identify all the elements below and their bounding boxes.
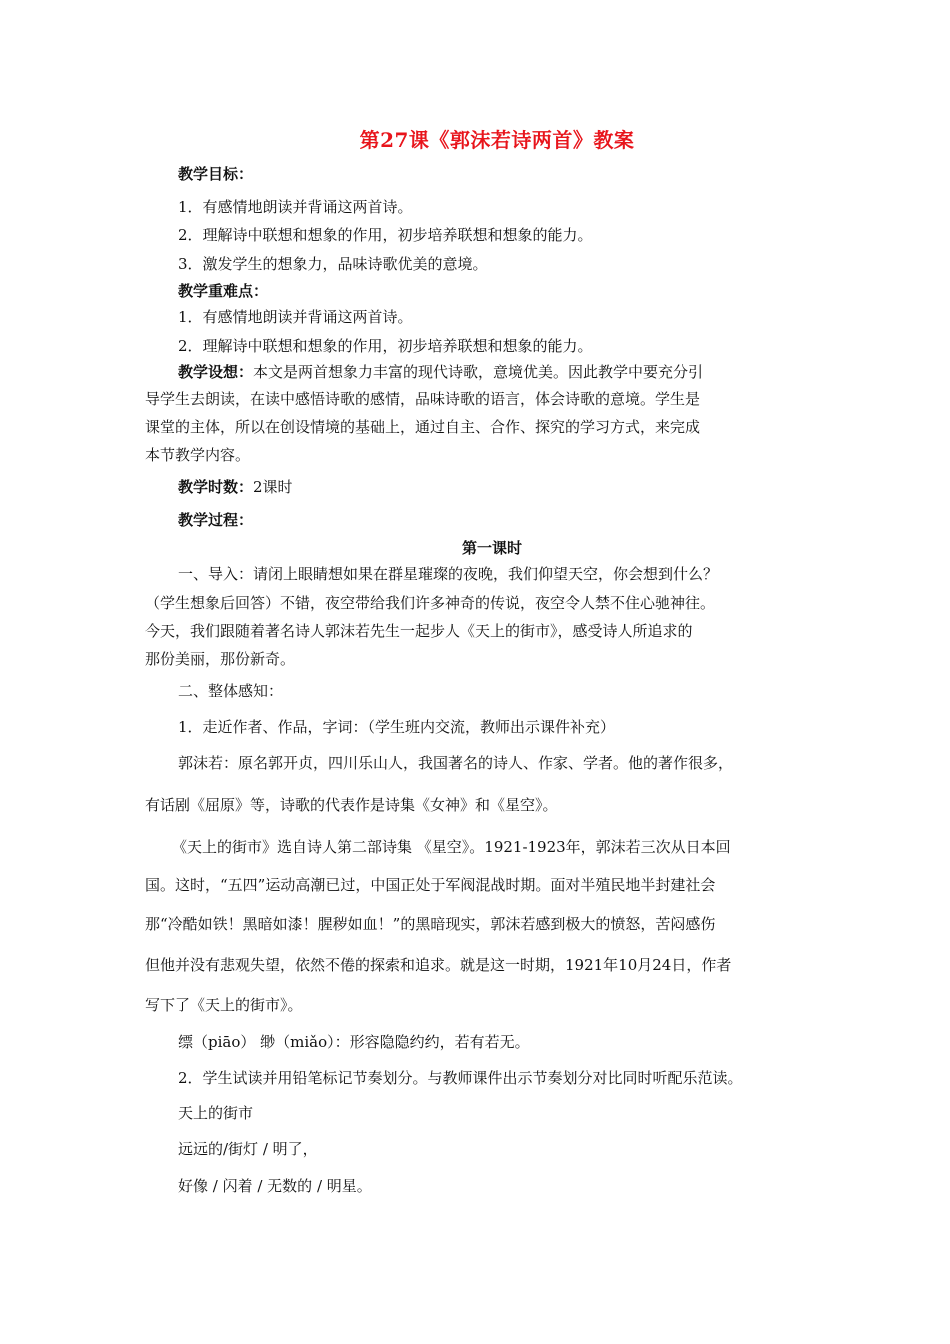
- period-heading: 第一课时: [461, 539, 522, 557]
- design-text: 本文是两首想象力丰富的现代诗歌，意境优美。因此教学中要充分引: [253, 363, 704, 381]
- design-first-line: [178, 362, 703, 382]
- background-line: 《天上的街市》选自诗人第二部诗集 《星空》。1921-1923年，郭沫若三次从日本回: [172, 838, 731, 856]
- hours-heading: 教学时数：: [178, 478, 254, 496]
- goals-heading: 教学目标：: [178, 165, 254, 183]
- poem-line: 远远的/街灯 / 明了，: [178, 1140, 318, 1158]
- poem-title: 天上的街市: [178, 1104, 254, 1122]
- author-line: 有话剧《屈原》等，诗歌的代表作是诗集《女神》和《星空》。: [145, 796, 558, 814]
- vocab-line: 缥（piāo） 缈（miǎo）：形容隐隐约约，若有若无。: [178, 1033, 530, 1051]
- design-line: 课堂的主体，所以在创设情境的基础上，通过自主、合作、探究的学习方式，来完成: [145, 418, 701, 436]
- step-item: 1．走近作者、作品，字词：（学生班内交流，教师出示课件补充）: [178, 718, 616, 736]
- document-title: 第27课《郭沫若诗两首》教案: [359, 128, 635, 152]
- background-line: 写下了《天上的街市》。: [145, 996, 303, 1014]
- background-line: 那“冷酷如铁！黑暗如漆！腥秽如血！”的黑暗现实，郭沫若感到极大的愤怒，苦闷感伤: [145, 915, 716, 933]
- design-line: 本节教学内容。: [145, 446, 251, 464]
- step-item: 2．学生试读并用铅笔标记节奏划分。与教师课件出示节奏划分对比同时听配乐范读。: [178, 1069, 743, 1087]
- design-heading: 教学设想：: [178, 363, 254, 381]
- goal-item: 1．有感情地朗读并背诵这两首诗。: [178, 198, 413, 216]
- intro-line: （学生想象后回答）不错，夜空带给我们许多神奇的传说，夜空令人禁不住心驰神往。: [145, 594, 716, 612]
- key-point-item: 2．理解诗中联想和想象的作用，初步培养联想和想象的能力。: [178, 337, 593, 355]
- intro-line: 那份美丽，那份新奇。: [145, 650, 296, 668]
- background-line: 但他并没有悲观失望，依然不倦的探索和追求。就是这一时期，1921年10月24日，作者: [145, 956, 732, 974]
- key-point-item: 1．有感情地朗读并背诵这两首诗。: [178, 308, 413, 326]
- design-line: 导学生去朗读，在读中感悟诗歌的感情，品味诗歌的语言，体会诗歌的意境。学生是: [145, 390, 701, 408]
- process-heading: 教学过程：: [178, 511, 254, 529]
- hours-line: [178, 477, 293, 497]
- goal-item: 3．激发学生的想象力，品味诗歌优美的意境。: [178, 255, 488, 273]
- author-line: 郭沫若：原名郭开贞，四川乐山人，我国著名的诗人、作家、学者。他的著作很多，: [178, 754, 734, 772]
- section-heading: 二、整体感知：: [178, 682, 284, 700]
- poem-line: 好像 / 闪着 / 无数的 / 明星。: [178, 1177, 372, 1195]
- intro-line: 今天，我们跟随着著名诗人郭沫若先生一起步人《天上的街市》，感受诗人所追求的: [145, 622, 693, 640]
- goal-item: 2．理解诗中联想和想象的作用，初步培养联想和想象的能力。: [178, 226, 593, 244]
- hours-value: 2课时: [253, 478, 293, 496]
- key-points-heading: 教学重难点：: [178, 282, 269, 300]
- background-line: 国。这时，“五四”运动高潮已过，中国正处于军阀混战时期。面对半殖民地半封建社会: [145, 876, 716, 894]
- intro-line: 一、导入：请闭上眼睛想如果在群星璀璨的夜晚，我们仰望天空，你会想到什么？: [178, 565, 719, 583]
